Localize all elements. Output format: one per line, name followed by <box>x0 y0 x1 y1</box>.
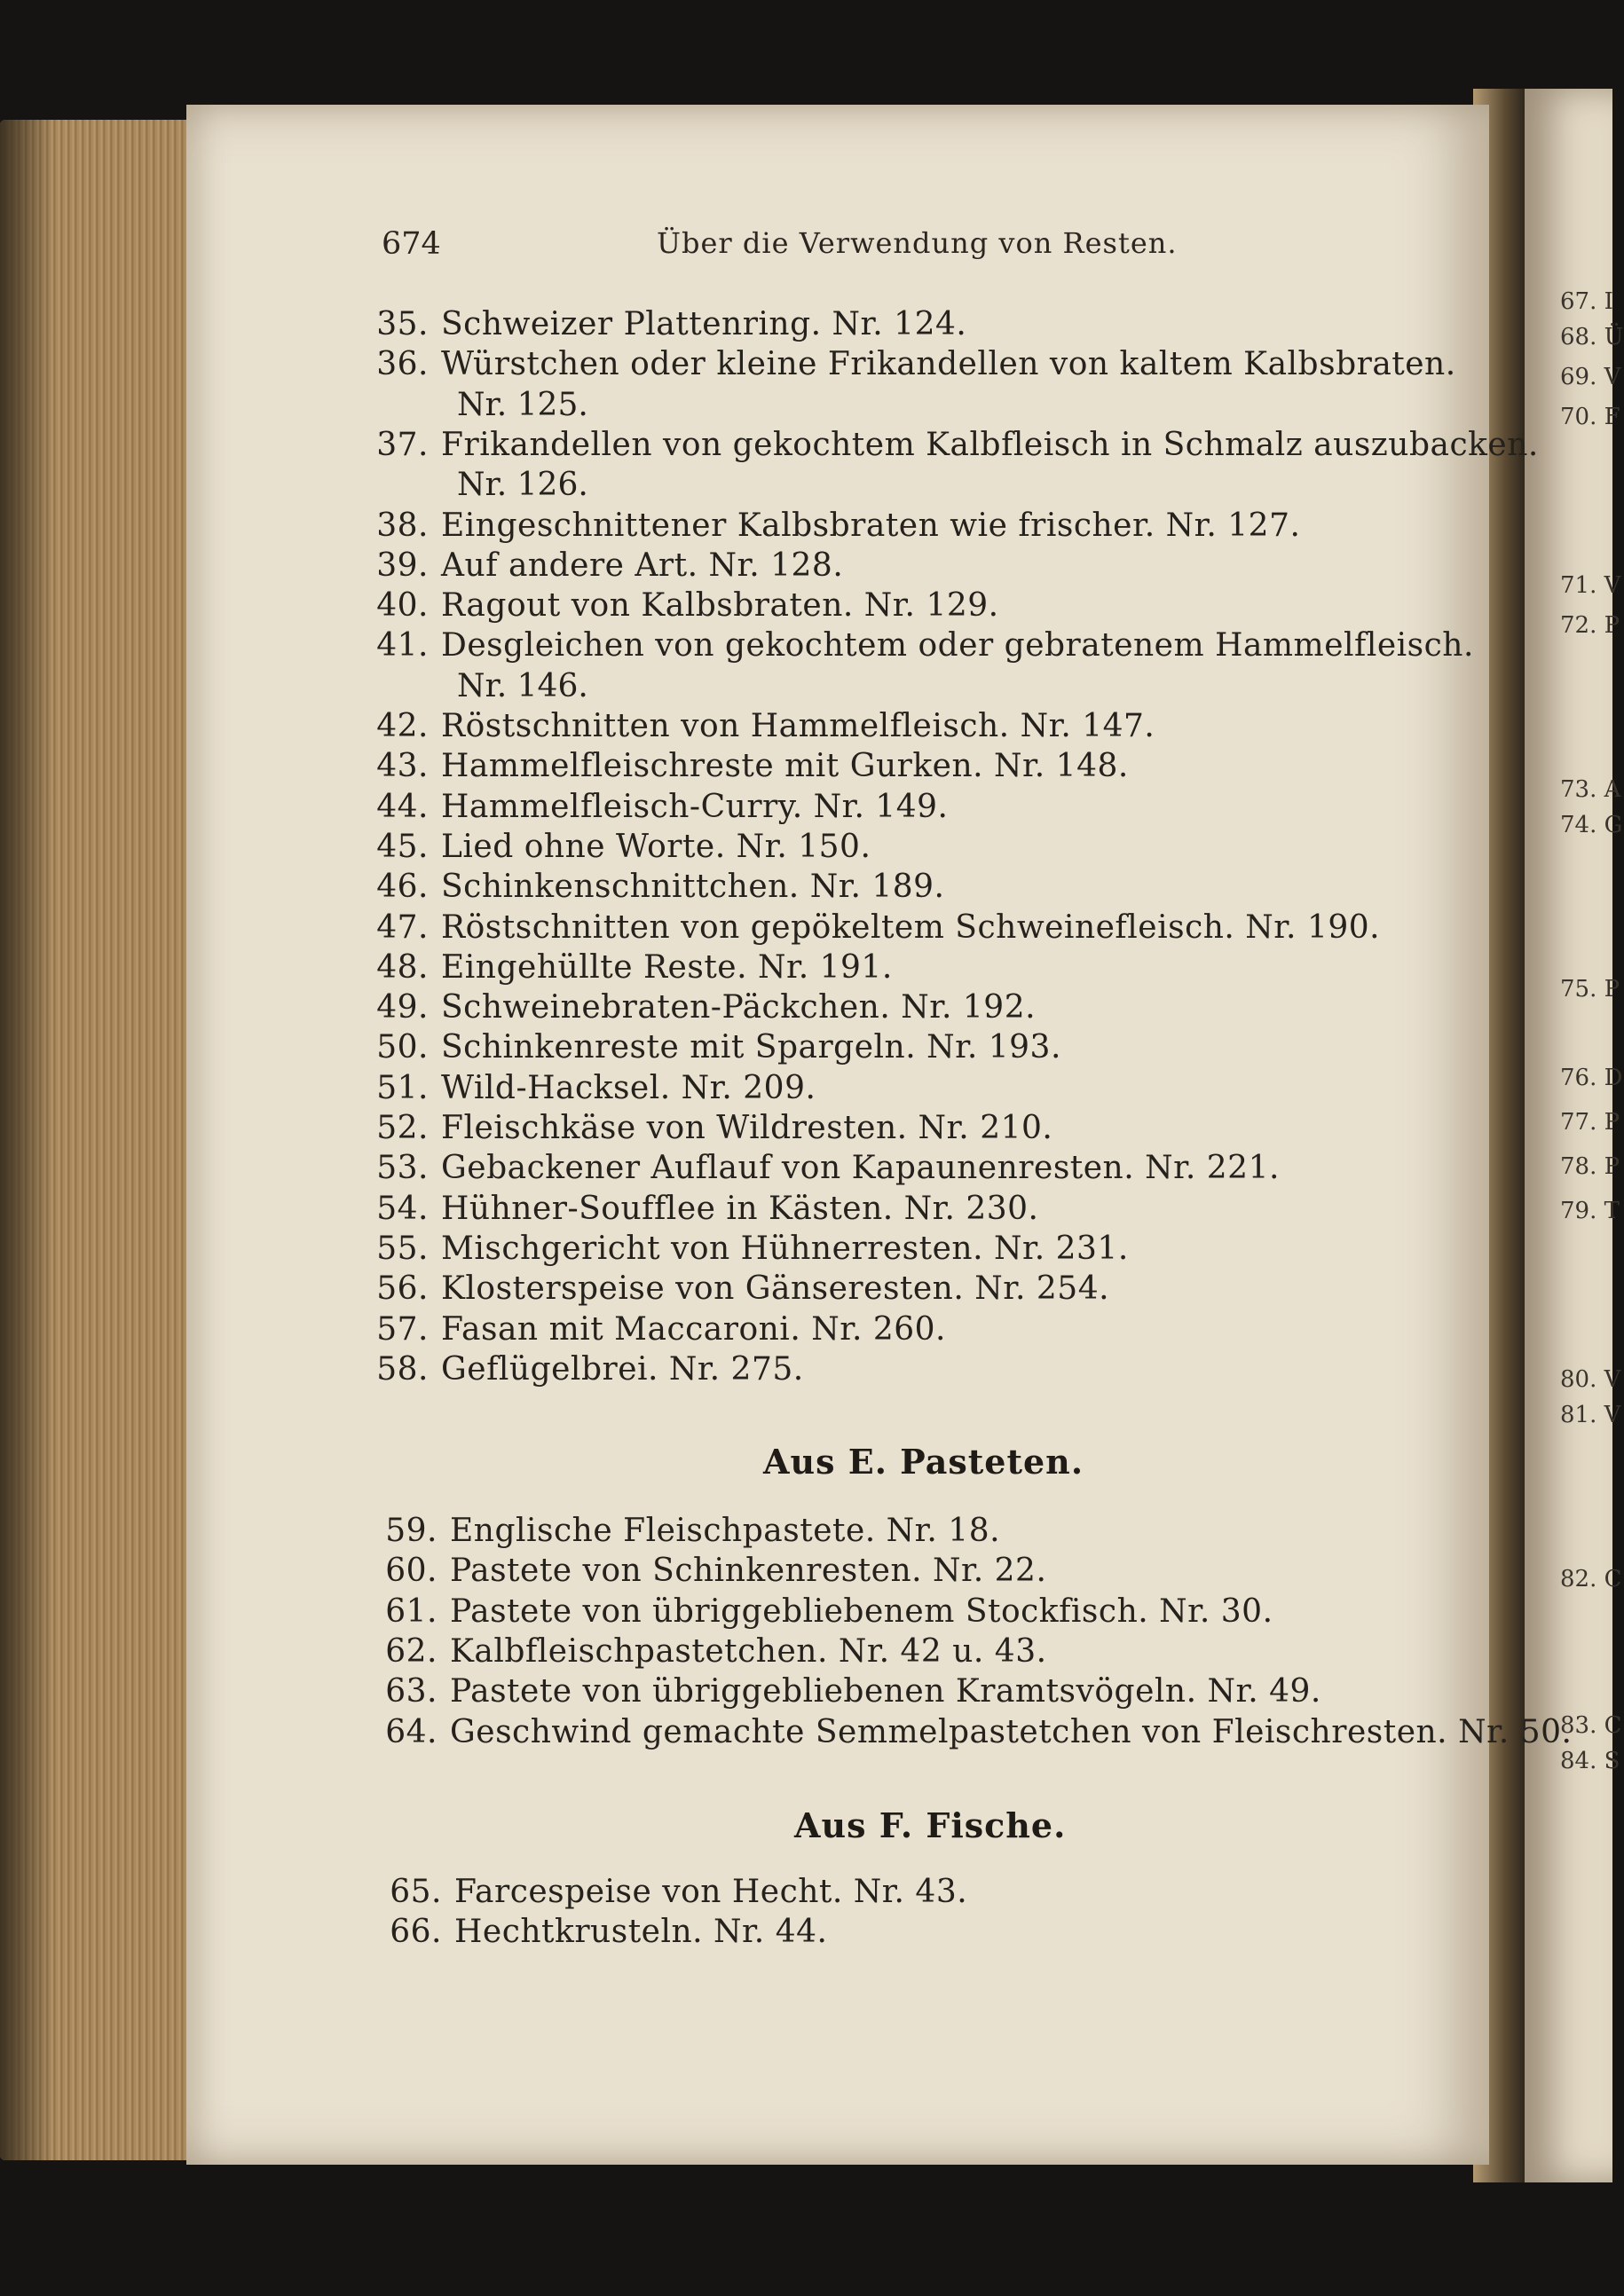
item-text: Lied ohne Worte. Nr. 150. <box>441 828 871 865</box>
list-item <box>351 1191 1038 1227</box>
item-text: Kalbfleischpastetchen. Nr. 42 u. 43. <box>450 1632 1047 1670</box>
list-item <box>351 1311 946 1348</box>
item-number: 49. <box>376 989 429 1026</box>
item-text: Hammelfleischreste mit Gurken. Nr. 148. <box>441 748 1129 785</box>
item-number: 63. <box>385 1673 438 1710</box>
item-number: 45. <box>376 828 429 865</box>
list-item <box>351 869 945 905</box>
list-item <box>351 789 948 825</box>
item-number: 60. <box>385 1553 438 1590</box>
next-page-fragment: 71. V <box>1560 572 1621 599</box>
item-number: 51. <box>376 1069 429 1106</box>
next-page-fragment: 70. F <box>1560 404 1620 430</box>
page-number: 674 <box>382 226 441 262</box>
item-text: Wild-Hacksel. Nr. 209. <box>441 1069 816 1106</box>
item-text: Pastete von übriggebliebenen Kramtsvögeln. Nr. 49. <box>450 1673 1321 1710</box>
list-item <box>351 627 1474 664</box>
next-page-fragment: 84. S <box>1560 1748 1620 1774</box>
list-item <box>364 1914 827 1950</box>
next-page-fragment: 83. C <box>1560 1712 1622 1739</box>
item-number: 56. <box>376 1270 429 1308</box>
list-item <box>351 748 1129 784</box>
list-item <box>351 547 843 584</box>
list-item <box>351 909 1380 946</box>
section-heading-pasteten: Aus E. Pasteten. <box>763 1442 1084 1482</box>
item-text: Schinkenschnittchen. Nr. 189. <box>441 869 945 906</box>
item-number: 35. <box>376 306 429 342</box>
list-item <box>351 507 1300 544</box>
list-item <box>359 1633 1047 1670</box>
item-continuation: Nr. 126. <box>457 467 588 504</box>
item-number: 36. <box>376 346 429 383</box>
item-text: Pastete von übriggebliebenem Stockfisch. Nr. 30. <box>450 1592 1273 1630</box>
next-page-fragment: 78. P <box>1560 1153 1620 1180</box>
list-item <box>359 1513 1000 1549</box>
next-page-fragment: 82. C <box>1560 1566 1622 1592</box>
next-page-fragment: 72. P <box>1560 612 1620 639</box>
item-continuation: Nr. 125. <box>457 386 588 423</box>
next-page-fragment: 69. V <box>1560 364 1621 390</box>
item-text: Ragout von Kalbsbraten. Nr. 129. <box>441 587 999 625</box>
item-text: Fasan mit Maccaroni. Nr. 260. <box>441 1310 947 1348</box>
item-text: Eingeschnittener Kalbsbraten wie frischer. Nr. 127. <box>441 507 1301 544</box>
item-number: 59. <box>385 1513 438 1549</box>
item-number: 44. <box>376 788 429 825</box>
item-number: 58. <box>376 1350 429 1388</box>
list-item <box>351 1029 1061 1065</box>
list-item <box>351 1231 1129 1267</box>
item-text: Klosterspeise von Gänseresten. Nr. 254. <box>441 1270 1110 1308</box>
list-item <box>351 1270 1109 1307</box>
item-number: 47. <box>376 908 429 946</box>
item-number: 39. <box>376 546 429 584</box>
list-item <box>351 1351 804 1388</box>
item-text: Geschwind gemachte Semmelpastetchen von Fleischresten. Nr. 50. <box>450 1713 1573 1750</box>
item-number: 41. <box>376 627 429 664</box>
list-item <box>359 1593 1273 1630</box>
item-text: Hechtkrusteln. Nr. 44. <box>454 1914 828 1951</box>
list-item <box>351 989 1036 1026</box>
section-heading-fische: Aus F. Fische. <box>794 1805 1067 1845</box>
item-text: Desgleichen von gekochtem oder gebratenem Hammelfleisch. <box>441 627 1474 664</box>
next-page-fragment: 67. I <box>1560 288 1613 315</box>
item-text: Röstschnitten von Hammelfleisch. Nr. 147. <box>441 708 1155 744</box>
list-item <box>351 306 966 342</box>
item-number: 62. <box>385 1632 438 1670</box>
item-text: Hühner-Soufflee in Kästen. Nr. 230. <box>441 1190 1039 1227</box>
item-text: Eingehüllte Reste. Nr. 191. <box>441 948 893 986</box>
item-text: Farcespeise von Hecht. Nr. 43. <box>454 1874 968 1910</box>
next-page-edge <box>1525 89 1624 2182</box>
next-page-fragment: 68. Ü <box>1560 324 1624 350</box>
item-text: Geflügelbrei. Nr. 275. <box>441 1350 804 1388</box>
next-page-fragment: 74. G <box>1560 812 1623 838</box>
next-page-fragment: 76. D <box>1560 1065 1623 1091</box>
item-text: Röstschnitten von gepökeltem Schweinefleisch. Nr. 190. <box>441 908 1381 946</box>
next-page-fragment: 80. V <box>1560 1366 1621 1393</box>
next-page-fragment: 81. V <box>1560 1402 1621 1428</box>
list-item <box>351 1110 1052 1146</box>
item-text: Würstchen oder kleine Frikandellen von kaltem Kalbsbraten. <box>441 346 1456 383</box>
next-page-fragment: 75. P <box>1560 976 1620 1003</box>
item-text: Mischgericht von Hühnerresten. Nr. 231. <box>441 1230 1129 1267</box>
item-continuation: Nr. 146. <box>457 667 588 704</box>
item-number: 50. <box>376 1029 429 1066</box>
item-text: Pastete von Schinkenresten. Nr. 22. <box>450 1553 1047 1590</box>
item-text: Frikandellen von gekochtem Kalbfleisch in Schmalz auszubacken. <box>441 426 1539 463</box>
item-number: 64. <box>385 1713 438 1750</box>
item-text: Auf andere Art. Nr. 128. <box>441 546 844 584</box>
list-item <box>351 1070 816 1106</box>
next-page-fragment: 79. T <box>1560 1198 1620 1224</box>
next-page-fragment: 77. P <box>1560 1109 1620 1136</box>
item-text: Schinkenreste mit Spargeln. Nr. 193. <box>441 1029 1061 1066</box>
list-item <box>351 346 1456 382</box>
list-item <box>359 1714 1572 1750</box>
list-item <box>351 587 999 624</box>
running-title: Über die Verwendung von Resten. <box>657 226 1178 260</box>
item-number: 53. <box>376 1150 429 1187</box>
item-number: 61. <box>385 1592 438 1630</box>
item-number: 42. <box>376 708 429 744</box>
item-text: Englische Fleischpastete. Nr. 18. <box>450 1513 1001 1549</box>
item-number: 65. <box>390 1874 442 1910</box>
item-text: Schweinebraten-Päckchen. Nr. 192. <box>441 989 1037 1026</box>
list-item <box>351 427 1539 463</box>
item-number: 46. <box>376 869 429 906</box>
list-item <box>359 1553 1046 1589</box>
item-text: Gebackener Auflauf von Kapaunenresten. Nr. 221. <box>441 1150 1280 1187</box>
item-number: 52. <box>376 1110 429 1146</box>
book-edge-shadow <box>0 120 53 2160</box>
item-number: 57. <box>376 1310 429 1348</box>
item-number: 38. <box>376 507 429 544</box>
item-text: Hammelfleisch-Curry. Nr. 149. <box>441 788 949 825</box>
item-number: 40. <box>376 587 429 625</box>
next-page-fragment: 73. A <box>1560 776 1621 803</box>
item-number: 66. <box>390 1914 442 1951</box>
list-item <box>351 829 871 865</box>
list-item <box>359 1673 1321 1710</box>
list-item <box>351 1150 1280 1186</box>
item-number: 54. <box>376 1190 429 1227</box>
list-item <box>364 1874 967 1910</box>
list-item <box>351 708 1155 744</box>
item-number: 55. <box>376 1230 429 1267</box>
item-number: 37. <box>376 426 429 463</box>
item-number: 48. <box>376 948 429 986</box>
item-number: 43. <box>376 748 429 785</box>
item-text: Fleischkäse von Wildresten. Nr. 210. <box>441 1110 1053 1146</box>
item-text: Schweizer Plattenring. Nr. 124. <box>441 306 967 342</box>
list-item <box>351 949 893 986</box>
